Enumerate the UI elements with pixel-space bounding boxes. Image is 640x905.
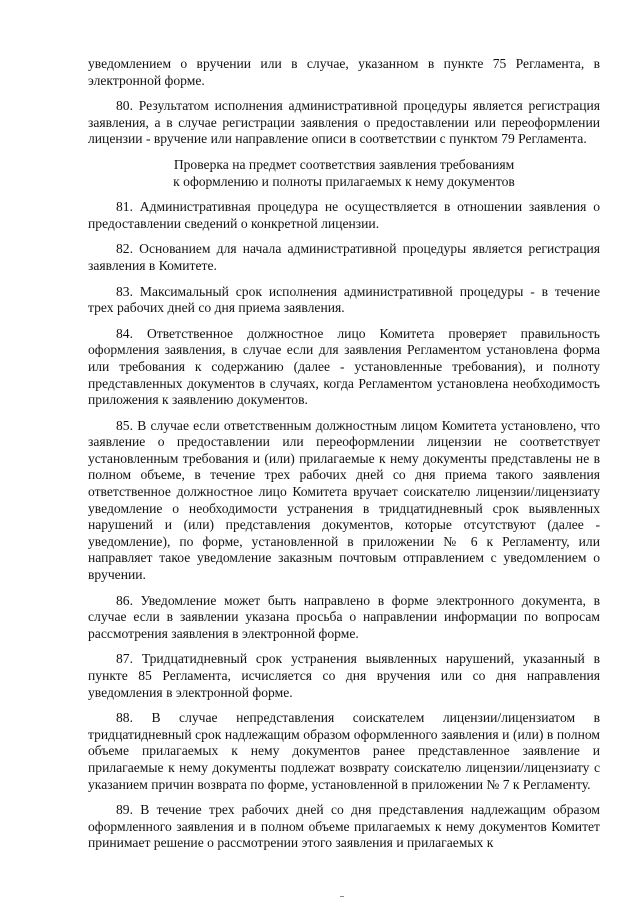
paragraph-89: 89. В течение трех рабочих дней со дня представления надлежащим образом оформленного заявления и в полном объеме прилагаемых к нему документов Комитет принимает решение о рассмотрении этого заявления и прилагаемых к [88,802,600,851]
scan-artifact [340,896,344,897]
section-heading-line-2: к оформлению и полноты прилагаемых к нему документов [173,173,515,189]
paragraph-82: 82. Основанием для начала административной процедуры является регистрация заявления в Комитете. [88,241,600,273]
section-heading-line-1: Проверка на предмет соответствия заявления требованиям [173,156,515,172]
section-heading [88,157,600,190]
paragraph-87: 87. Тридцатидневный срок устранения выявленных нарушений, указанный в пункте 85 Регламента, исчисляется со дня вручения или со дня направления уведомления в электронной форме. [88,651,600,700]
paragraph-88: 88. В случае непредставления соискателем лицензии/лицензиатом в тридцатидневный срок надлежащим образом оформленного заявления и (или) в полном объеме прилагаемых к нему документов ранее представленное заявление и прилагаемые к нему документы подлежат возврату соискателю лицензии/лицензиату с указанием причин возврата по форме, установленной в приложении № 7 к Регламенту. [88,710,600,792]
paragraph-86: 86. Уведомление может быть направлено в форме электронного документа, в случае если в заявлении указана просьба о направлении информации по вопросам рассмотрения заявления в электронной форме. [88,592,600,641]
paragraph-81: 81. Административная процедура не осуществляется в отношении заявления о предоставлении сведений о конкретной лицензии. [88,199,600,231]
paragraph-84: 84. Ответственное должностное лицо Комитета проверяет правильность оформления заявления, в случае если для заявления Регламентом установлена форма или требования к содержанию (далее - установленные требования), и полноту представленных документов в случаях, когда Регламентом установлена необходимость приложения к заявлению документов. [88,325,600,408]
paragraph-85: 85. В случае если ответственным должностным лицом Комитета установлено, что заявление о предоставлении или переоформлении лицензии не соответствует установленным требования и (или) прилагаемые к нему документы представлены не в полном объеме, в течение трех рабочих дней со дня приема такого заявления ответственное должностное лицо Комитета вручает соискателю лицензии/лицензиату уведомление о необходимости устранения в тридцатидневный срок выявленных нарушений и (или) представления документов, которые отсутствуют (далее - уведомление), по форме, установленной в приложении № 6 к Регламенту, или направляет такое уведомление заказным почтовым отправлением с уведомлением о вручении. [88,417,600,583]
paragraph-continuation: уведомлением о вручении или в случае, указанном в пункте 75 Регламента, в электронной форме. [88,56,600,88]
paragraph-83: 83. Максимальный срок исполнения административной процедуры - в течение трех рабочих дней со дня приема заявления. [88,283,600,316]
paragraph-80: 80. Результатом исполнения административной процедуры является регистрация заявления, а в случае регистрации заявления о предоставлении или переоформлении лицензии - вручение или направление описи в соответствии с пунктом 79 Регламента. [88,98,600,147]
